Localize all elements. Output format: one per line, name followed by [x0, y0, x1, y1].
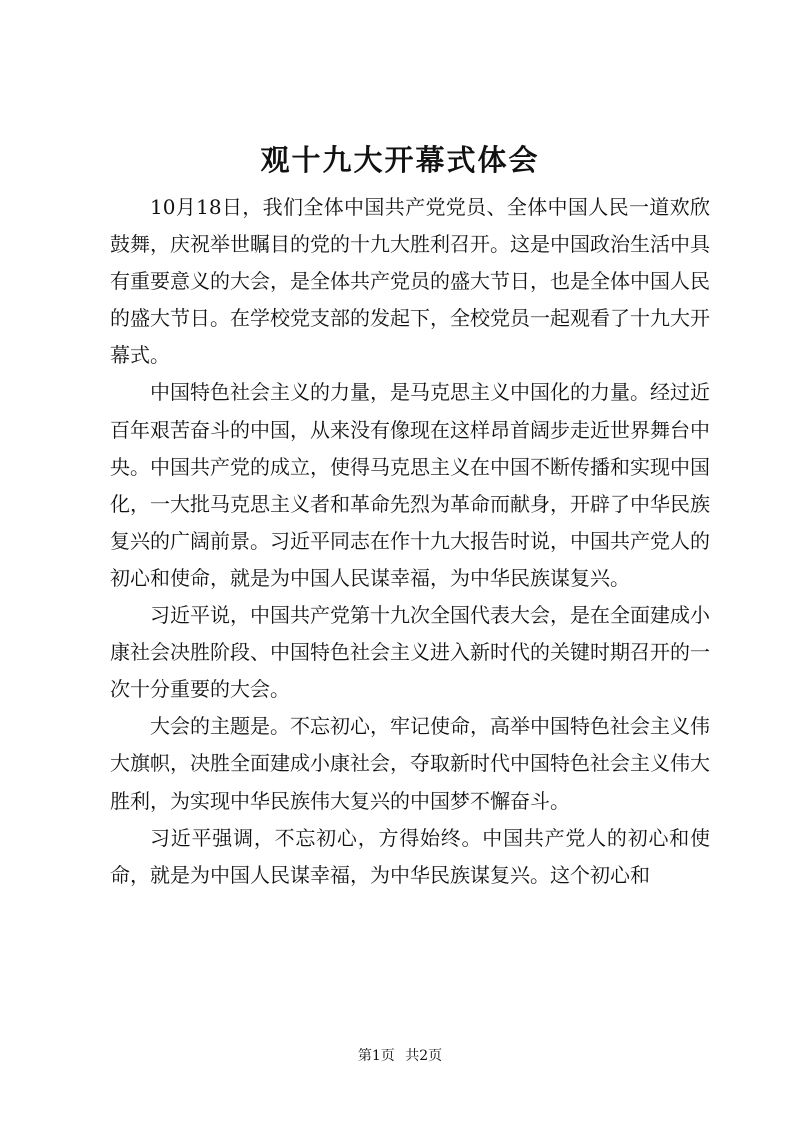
paragraph: 习近平说，中国共产党第十九次全国代表大会，是在全面建成小康社会决胜阶段、中国特色社会主义进入新时代的关键时期召开的一次十分重要的大会。: [110, 603, 710, 702]
paragraph: 习近平强调，不忘初心，方得始终。中国共产党人的初心和使命，就是为中国人民谋幸福，为中华民族谋复兴。这个初心和: [110, 825, 710, 887]
page-footer: [0, 1046, 800, 1066]
document-body: [110, 189, 710, 894]
paragraph: 大会的主题是。不忘初心，牢记使命，高举中国特色社会主义伟大旗帜，决胜全面建成小康社会，夺取新时代中国特色社会主义伟大胜利，为实现中华民族伟大复兴的中国梦不懈奋斗。: [110, 714, 710, 813]
page-number: 第1页: [357, 1048, 395, 1064]
paragraph: 中国特色社会主义的力量，是马克思主义中国化的力量。经过近百年艰苦奋斗的中国，从来没有像现在这样昂首阔步走近世界舞台中央。中国共产党的成立，使得马克思主义在中国不断传播和实现中国化，一大批马克思主义者和革命先烈为革命而献身，开辟了中华民族复兴的广阔前景。习近平同志在作十九大报告时说，中国共产党人的初心和使命，就是为中国人民谋幸福，为中华民族谋复兴。: [110, 380, 710, 590]
paragraph: 10月18日，我们全体中国共产党党员、全体中国人民一道欢欣鼓舞，庆祝举世瞩目的党的十九大胜利召开。这是中国政治生活中具有重要意义的大会，是全体共产党员的盛大节日，也是全体中国人民的盛大节日。在学校党支部的发起下，全校党员一起观看了十九大开幕式。: [110, 195, 710, 368]
page-total: 共2页: [405, 1048, 443, 1064]
page-title: 观十九大开幕式体会: [260, 143, 540, 177]
